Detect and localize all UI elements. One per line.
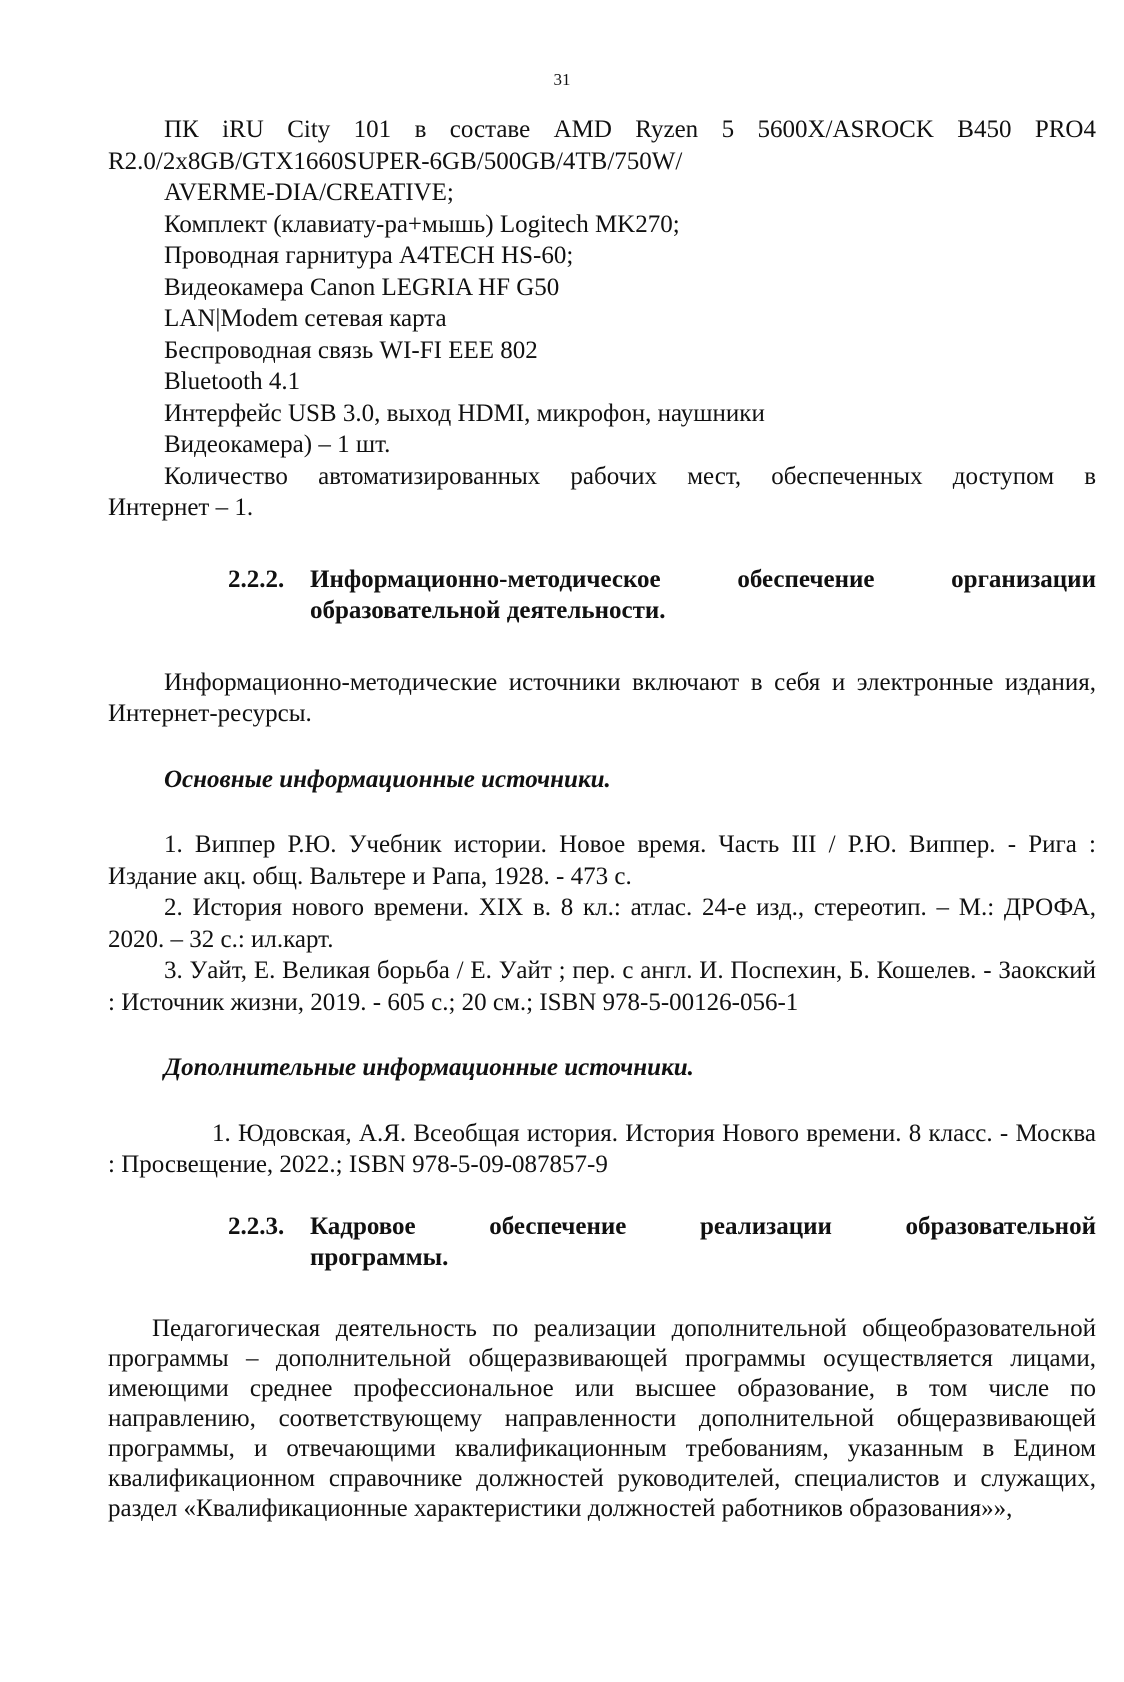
equipment-item: Видеокамера) – 1 шт. (164, 431, 391, 458)
equipment-item: AVERME-DIA/CREATIVE; (164, 179, 454, 206)
section-title-line-2: образовательной деятельности. (310, 597, 666, 624)
equipment-item: Видеокамера Canon LEGRIA HF G50 (164, 273, 560, 301)
section-title-line-1: Информационно-методическое обеспечение организации (310, 565, 1096, 593)
extra-sources-title: Дополнительные информационные источники. (164, 1054, 694, 1081)
source-item: 3. Уайт, Е. Великая борьба / Е. Уайт ; пер. с англ. И. Поспехин, Б. Кошелев. - Заокский : Источник жизни, 2019. - 605 с.; 20 см.; ISBN 978-5-00126-056-1 (108, 957, 1096, 1016)
page-content (108, 114, 1096, 1524)
page-number: 31 (553, 70, 571, 89)
equipment-line-2: R2.0/2x8GB/GTX1660SUPER-6GB/500GB/4TB/750W/ (108, 147, 683, 175)
section-heading-2-2-2 (228, 564, 1096, 627)
equipment-item: Проводная гарнитура A4TECH HS-60; (164, 242, 574, 269)
section-title-line-2: программы. (310, 1244, 449, 1271)
staffing-paragraph: Педагогическая деятельность по реализации дополнительной общеобразовательной программы – дополнительной общеразвивающей программы осуществляется лицами, имеющими среднее профессиональное или высшее образование, в том числе по направлению, соответствующему направленности дополнительной общеразвивающей программы, и отвечающими квалификационным требованиям, указанным в Едином квалификационном справочнике должностей руководителей, специалистов и служащих, раздел «Квалификационные характеристики должностей работников образования»», (108, 1314, 1096, 1522)
equipment-item: Беспроводная связь WI-FI EEE 802 (164, 336, 538, 364)
section-title (310, 1211, 1096, 1274)
source-item: 1. Юдовская, А.Я. Всеобщая история. История Нового времени. 8 класс. - Москва : Просвещение, 2022.; ISBN 978-5-09-087857-9 (108, 1119, 1096, 1178)
equipment-item: Комплект (клавиату-ра+мышь) Logitech MK270; (164, 210, 680, 238)
equipment-item: LAN|Modem сетевая карта (164, 305, 447, 332)
section-title (310, 564, 1096, 627)
equipment-item: Интерфейс USB 3.0, выход HDMI, микрофон, наушники (164, 399, 765, 427)
section-number: 2.2.3. (228, 1212, 285, 1240)
section-number: 2.2.2. (228, 565, 285, 593)
equipment-line-1: ПК iRU City 101 в составе AMD Ryzen 5 5600X/ASROCK B450 PRO4 (164, 116, 1096, 143)
section-heading-2-2-3 (228, 1211, 1096, 1274)
equipment-item: Bluetooth 4.1 (164, 368, 301, 395)
source-item: 1. Виппер Р.Ю. Учебник истории. Новое время. Часть III / Р.Ю. Виппер. - Рига : Издание акц. общ. Вальтере и Рапа, 1928. - 473 с. (108, 831, 1096, 890)
workplaces-line-1: Количество автоматизированных рабочих мест, обеспеченных доступом в (164, 462, 1096, 490)
main-sources-title: Основные информационные источники. (164, 765, 611, 793)
workplaces-line-2: Интернет – 1. (108, 494, 254, 521)
section-title-line-1: Кадровое обеспечение реализации образовательной (310, 1212, 1096, 1240)
source-item: 2. История нового времени. XIX в. 8 кл.: атлас. 24-е изд., стереотип. – М.: ДРОФА, 2020. – 32 с.: ил.карт. (108, 894, 1096, 953)
intro-paragraph: Информационно-методические источники включают в себя и электронные издания, Интернет-ресурсы. (108, 668, 1096, 727)
